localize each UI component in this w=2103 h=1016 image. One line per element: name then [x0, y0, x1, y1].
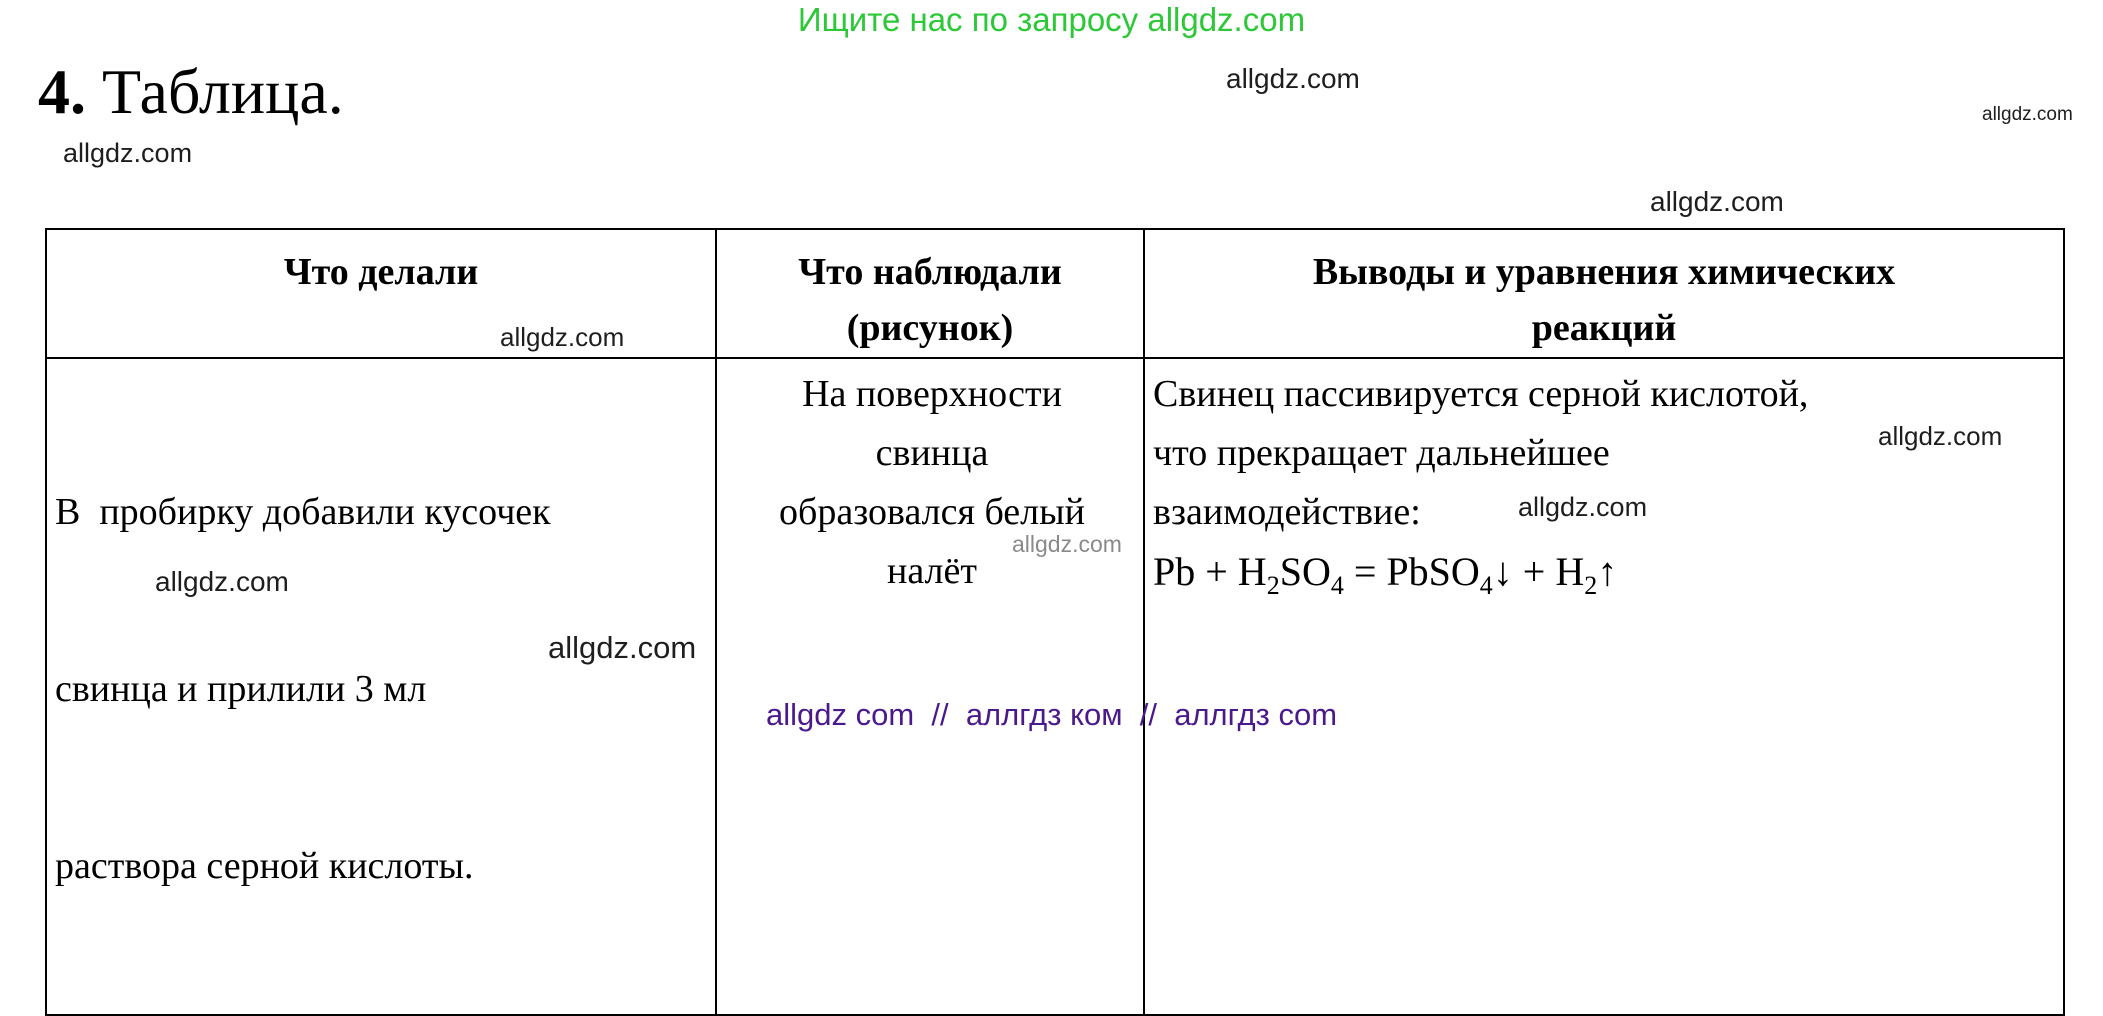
task-title-text: Таблица.	[102, 56, 344, 127]
header-line: Что делали	[283, 251, 479, 293]
table-header-row	[46, 229, 2064, 358]
cell-conclusions	[1144, 358, 2064, 1015]
watermark-top-right: allgdz.com	[1982, 104, 2073, 125]
text-line: налёт	[887, 550, 977, 592]
cell-what-did	[46, 358, 716, 1015]
lab-results-table	[45, 228, 2065, 1016]
col-header-what-observed	[716, 229, 1144, 358]
watermark-under-heading: allgdz.com	[63, 138, 193, 168]
text-line: На поверхности	[802, 373, 1062, 415]
text-line: свинца и прилили 3 мл	[55, 668, 427, 710]
watermark-col3-inline: allgdz.com	[1518, 492, 1648, 522]
text-line: взаимодействие:	[1153, 491, 1421, 533]
watermark-header-cell: allgdz.com	[500, 322, 625, 352]
watermark-bottom-border: allgdz.com	[548, 630, 697, 665]
col-header-what-did	[46, 229, 716, 358]
cell-what-observed	[716, 358, 1144, 1015]
text-line: свинца	[875, 432, 989, 474]
watermark-col2-body: allgdz.com	[1012, 531, 1122, 557]
header-line: (рисунок)	[846, 307, 1014, 349]
page-title	[38, 56, 344, 128]
col-header-conclusions	[1144, 229, 2064, 358]
promo-banner-text: Ищите нас по запросу allgdz.com	[797, 1, 1306, 38]
header-line: Что наблюдали	[798, 251, 1062, 293]
watermark-col3-right: allgdz.com	[1878, 421, 2003, 451]
watermark-above-table: allgdz.com	[1650, 186, 1784, 217]
text-line: Свинец пассивируется серной кислотой,	[1153, 373, 1809, 415]
header-line: Выводы и уравнения химических	[1312, 251, 1896, 293]
text-line: В пробирку добавили кусочек	[55, 491, 551, 533]
watermark-col1-body: allgdz.com	[155, 566, 289, 597]
header-line: реакций	[1531, 307, 1677, 349]
footer-site-aliases: allgdz com // аллгдз ком // аллгдз com	[765, 697, 1338, 732]
table-body-row	[46, 358, 2064, 1015]
text-line: что прекращает дальнейшее	[1153, 432, 1610, 474]
text-line: образовался белый	[779, 491, 1085, 533]
task-number: 4.	[38, 56, 86, 127]
watermark-top-center: allgdz.com	[1226, 63, 1360, 94]
text-line: раствора серной кислоты.	[55, 845, 474, 887]
chemical-equation: $Pb + H_2SO_4$ = PbSO$_4$↓ + $H_2↑$	[1153, 549, 1618, 600]
